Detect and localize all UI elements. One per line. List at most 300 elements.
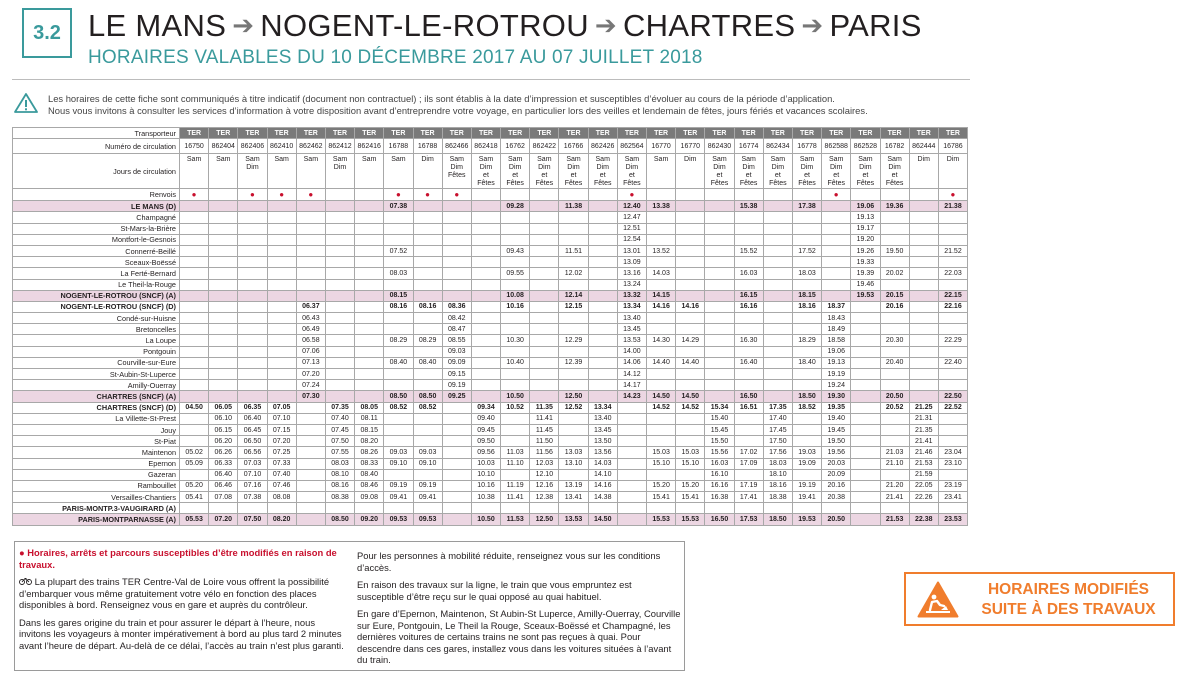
departure-time bbox=[530, 268, 559, 279]
departure-time bbox=[705, 357, 734, 368]
carrier-cell: TER bbox=[501, 128, 530, 139]
departure-time: 12.50 bbox=[559, 391, 588, 402]
departure-time: 08.40 bbox=[355, 469, 384, 480]
departure-time bbox=[442, 402, 471, 413]
departure-time bbox=[530, 301, 559, 312]
route-title bbox=[88, 8, 922, 44]
departure-time bbox=[296, 268, 325, 279]
departure-time: 10.40 bbox=[501, 357, 530, 368]
departure-time bbox=[909, 268, 938, 279]
operating-days: Sam Dim et Fêtes bbox=[530, 154, 559, 189]
departure-time bbox=[209, 223, 238, 234]
departure-time: 19.24 bbox=[822, 380, 851, 391]
departure-time: 18.03 bbox=[763, 458, 792, 469]
departure-time bbox=[267, 223, 296, 234]
disclaimer-notice bbox=[48, 93, 978, 117]
departure-time bbox=[238, 279, 267, 290]
departure-time: 20.30 bbox=[880, 335, 909, 346]
departure-time: 21.10 bbox=[880, 458, 909, 469]
departure-time: 16.51 bbox=[734, 402, 763, 413]
stop-row bbox=[13, 402, 968, 413]
departure-time bbox=[734, 223, 763, 234]
departure-time: 06.46 bbox=[209, 480, 238, 491]
departure-time bbox=[325, 369, 354, 380]
departure-time: 17.40 bbox=[763, 413, 792, 424]
departure-time bbox=[442, 234, 471, 245]
bicycle-icon bbox=[19, 576, 32, 587]
departure-time bbox=[617, 458, 646, 469]
note-dot-icon: ● bbox=[425, 189, 431, 199]
note-dot-icon: ● bbox=[250, 189, 255, 199]
departure-time bbox=[442, 257, 471, 268]
departure-time bbox=[530, 257, 559, 268]
departure-time: 19.26 bbox=[851, 245, 880, 256]
departure-time bbox=[851, 346, 880, 357]
departure-time: 09.03 bbox=[413, 447, 442, 458]
departure-time: 09.25 bbox=[442, 391, 471, 402]
departure-time bbox=[238, 290, 267, 301]
departure-time bbox=[588, 369, 617, 380]
departure-time bbox=[180, 380, 209, 391]
arrow-icon: ➔ bbox=[594, 10, 617, 40]
departure-time: 15.20 bbox=[676, 480, 705, 491]
departure-time: 21.35 bbox=[909, 424, 938, 435]
departure-time bbox=[559, 324, 588, 335]
departure-time: 06.43 bbox=[296, 313, 325, 324]
departure-time bbox=[209, 234, 238, 245]
departure-time bbox=[325, 335, 354, 346]
stop-name: CHARTRES (SNCF) (D) bbox=[13, 402, 180, 413]
departure-time bbox=[413, 503, 442, 514]
departure-time: 07.38 bbox=[384, 201, 413, 212]
departure-time bbox=[325, 346, 354, 357]
departure-time bbox=[559, 413, 588, 424]
departure-time: 12.03 bbox=[530, 458, 559, 469]
roadworks-icon bbox=[917, 581, 959, 623]
departure-time bbox=[413, 245, 442, 256]
departure-time: 11.51 bbox=[559, 245, 588, 256]
departure-time: 04.50 bbox=[180, 402, 209, 413]
departure-time: 15.03 bbox=[647, 447, 676, 458]
departure-time: 22.16 bbox=[938, 301, 967, 312]
departure-time: 08.08 bbox=[267, 492, 296, 503]
departure-time bbox=[763, 223, 792, 234]
departure-time bbox=[180, 413, 209, 424]
departure-time bbox=[851, 436, 880, 447]
departure-time bbox=[355, 290, 384, 301]
stop-name: LE MANS (D) bbox=[13, 201, 180, 212]
departure-time: 11.56 bbox=[530, 447, 559, 458]
departure-time: 13.01 bbox=[617, 245, 646, 256]
stop-row bbox=[13, 290, 968, 301]
short-platform-footnote: En gare d’Epernon, Maintenon, St Aubin-St Luperce, Amilly-Ouerray, Courville sur Eure, Pontgouin, Le Theil la Rouge, Sceaux-Boëssé et Champagné, les dernières voitures de certains trains ne sont pas reçues à quai. Pour descendre dans ces gares, installez vous dans les voitures situées à l’avant du train. bbox=[357, 608, 681, 665]
note-cell bbox=[617, 189, 646, 201]
departure-time: 09.41 bbox=[413, 492, 442, 503]
departure-time: 19.35 bbox=[822, 402, 851, 413]
departure-time bbox=[880, 324, 909, 335]
departure-time bbox=[617, 514, 646, 525]
departure-time bbox=[442, 503, 471, 514]
departure-time bbox=[296, 279, 325, 290]
departure-time bbox=[238, 380, 267, 391]
departure-time bbox=[180, 313, 209, 324]
departure-time bbox=[296, 424, 325, 435]
departure-time: 07.10 bbox=[238, 469, 267, 480]
footnotes-col-2 bbox=[357, 550, 681, 672]
departure-time bbox=[676, 268, 705, 279]
departure-time bbox=[880, 346, 909, 357]
departure-time bbox=[938, 413, 967, 424]
stop-row bbox=[13, 346, 968, 357]
departure-time bbox=[705, 212, 734, 223]
departure-time bbox=[530, 335, 559, 346]
departure-time bbox=[676, 380, 705, 391]
departure-time bbox=[180, 279, 209, 290]
departure-time bbox=[209, 245, 238, 256]
note-dot-icon: ● bbox=[308, 189, 314, 199]
departure-time bbox=[530, 503, 559, 514]
departure-time bbox=[676, 436, 705, 447]
stop-name: St-Mars-la-Brière bbox=[13, 223, 180, 234]
departure-time bbox=[530, 391, 559, 402]
timetable bbox=[12, 127, 968, 526]
operating-days: Dim bbox=[676, 154, 705, 189]
departure-time: 07.52 bbox=[384, 245, 413, 256]
departure-time: 13.16 bbox=[617, 268, 646, 279]
departure-time: 09.43 bbox=[501, 245, 530, 256]
departure-time bbox=[267, 257, 296, 268]
operating-days: Sam Dim et Fêtes bbox=[792, 154, 821, 189]
note-cell bbox=[384, 189, 413, 201]
departure-time bbox=[267, 335, 296, 346]
departure-time bbox=[880, 212, 909, 223]
departure-time bbox=[559, 436, 588, 447]
departure-time: 18.38 bbox=[763, 492, 792, 503]
departure-time bbox=[267, 268, 296, 279]
departure-time bbox=[909, 391, 938, 402]
stop-row bbox=[13, 380, 968, 391]
departure-time bbox=[676, 223, 705, 234]
train-number: 16788 bbox=[384, 139, 413, 154]
departure-time: 12.29 bbox=[559, 335, 588, 346]
departure-time: 12.02 bbox=[559, 268, 588, 279]
carrier-cell: TER bbox=[647, 128, 676, 139]
departure-time bbox=[209, 391, 238, 402]
departure-time: 13.38 bbox=[647, 201, 676, 212]
departure-time bbox=[501, 380, 530, 391]
departure-time: 20.09 bbox=[822, 469, 851, 480]
departure-time bbox=[647, 369, 676, 380]
carrier-cell: TER bbox=[384, 128, 413, 139]
departure-time: 22.50 bbox=[938, 391, 967, 402]
departure-time: 10.52 bbox=[501, 402, 530, 413]
departure-time bbox=[909, 346, 938, 357]
departure-time bbox=[938, 380, 967, 391]
departure-time bbox=[530, 212, 559, 223]
departure-time bbox=[442, 424, 471, 435]
departure-time bbox=[851, 324, 880, 335]
departure-time bbox=[296, 503, 325, 514]
departure-time: 22.29 bbox=[938, 335, 967, 346]
departure-time: 16.40 bbox=[734, 357, 763, 368]
departure-time bbox=[676, 290, 705, 301]
departure-time: 09.09 bbox=[442, 357, 471, 368]
departure-time bbox=[559, 503, 588, 514]
departure-time bbox=[792, 234, 821, 245]
train-number: 862588 bbox=[822, 139, 851, 154]
departure-time: 12.15 bbox=[559, 301, 588, 312]
departure-time: 22.52 bbox=[938, 402, 967, 413]
departure-time bbox=[647, 234, 676, 245]
departure-time: 15.56 bbox=[705, 447, 734, 458]
departure-time bbox=[501, 469, 530, 480]
stop-name: Condé-sur-Huisne bbox=[13, 313, 180, 324]
departure-time: 10.38 bbox=[471, 492, 500, 503]
departure-time: 07.50 bbox=[238, 514, 267, 525]
departure-time bbox=[325, 201, 354, 212]
departure-time bbox=[763, 380, 792, 391]
departure-time bbox=[501, 324, 530, 335]
departure-time bbox=[471, 301, 500, 312]
departure-time: 14.03 bbox=[588, 458, 617, 469]
departure-time: 19.19 bbox=[822, 369, 851, 380]
departure-time bbox=[325, 357, 354, 368]
carrier-cell: TER bbox=[792, 128, 821, 139]
departure-time: 09.08 bbox=[355, 492, 384, 503]
departure-time bbox=[471, 257, 500, 268]
operating-days: Sam Dim et Fêtes bbox=[559, 154, 588, 189]
departure-time bbox=[325, 268, 354, 279]
departure-time bbox=[734, 324, 763, 335]
departure-time bbox=[909, 503, 938, 514]
departure-time bbox=[501, 212, 530, 223]
departure-time: 14.30 bbox=[647, 335, 676, 346]
departure-time: 11.45 bbox=[530, 424, 559, 435]
note-cell bbox=[880, 189, 909, 201]
departure-time bbox=[442, 212, 471, 223]
departure-time bbox=[267, 245, 296, 256]
departure-time bbox=[471, 279, 500, 290]
stop-name: NOGENT-LE-ROTROU (SNCF) (A) bbox=[13, 290, 180, 301]
note-dot-icon: ● bbox=[833, 189, 839, 199]
departure-time: 21.03 bbox=[880, 447, 909, 458]
note-cell bbox=[325, 189, 354, 201]
departure-time: 23.41 bbox=[938, 492, 967, 503]
departure-time: 10.03 bbox=[471, 458, 500, 469]
departure-time bbox=[705, 223, 734, 234]
note-cell bbox=[530, 189, 559, 201]
departure-time bbox=[880, 380, 909, 391]
departure-time bbox=[880, 313, 909, 324]
stop-name: PARIS-MONTP.3-VAUGIRARD (A) bbox=[13, 503, 180, 514]
operating-days: Sam bbox=[647, 154, 676, 189]
note-cell bbox=[647, 189, 676, 201]
operating-days: Sam Dim Fêtes bbox=[442, 154, 471, 189]
departure-time bbox=[442, 514, 471, 525]
departure-time bbox=[676, 245, 705, 256]
departure-time: 21.53 bbox=[880, 514, 909, 525]
departure-time bbox=[413, 201, 442, 212]
departure-time: 22.38 bbox=[909, 514, 938, 525]
stop-row bbox=[13, 514, 968, 525]
arrow-icon: ➔ bbox=[801, 10, 824, 40]
departure-time bbox=[647, 424, 676, 435]
departure-time bbox=[209, 503, 238, 514]
departure-time bbox=[647, 223, 676, 234]
departure-time bbox=[588, 335, 617, 346]
departure-time bbox=[530, 290, 559, 301]
departure-time: 08.05 bbox=[355, 402, 384, 413]
departure-time bbox=[180, 201, 209, 212]
departure-time bbox=[471, 223, 500, 234]
departure-time bbox=[530, 279, 559, 290]
departure-time bbox=[588, 313, 617, 324]
departure-time bbox=[413, 346, 442, 357]
departure-time: 19.46 bbox=[851, 279, 880, 290]
carrier-row bbox=[13, 128, 968, 139]
departure-time: 07.40 bbox=[325, 413, 354, 424]
departure-time: 14.40 bbox=[647, 357, 676, 368]
departure-time bbox=[355, 257, 384, 268]
departure-time: 06.49 bbox=[296, 324, 325, 335]
divider bbox=[12, 79, 970, 80]
departure-time bbox=[763, 279, 792, 290]
departure-time bbox=[705, 324, 734, 335]
stop-name: Sceaux-Boëssé bbox=[13, 257, 180, 268]
departure-time bbox=[325, 223, 354, 234]
departure-time: 13.52 bbox=[647, 245, 676, 256]
carrier-cell: TER bbox=[238, 128, 267, 139]
departure-time: 15.20 bbox=[647, 480, 676, 491]
departure-time bbox=[588, 503, 617, 514]
departure-time bbox=[880, 503, 909, 514]
departure-time bbox=[442, 245, 471, 256]
train-number: 16778 bbox=[792, 139, 821, 154]
stop-name: Epernon bbox=[13, 458, 180, 469]
departure-time bbox=[705, 290, 734, 301]
departure-time bbox=[442, 201, 471, 212]
departure-time: 09.50 bbox=[471, 436, 500, 447]
departure-time bbox=[355, 503, 384, 514]
departure-time bbox=[763, 357, 792, 368]
train-number: 862410 bbox=[267, 139, 296, 154]
departure-time: 08.33 bbox=[355, 458, 384, 469]
departure-time bbox=[209, 324, 238, 335]
departure-time bbox=[296, 458, 325, 469]
departure-time: 21.46 bbox=[909, 447, 938, 458]
note-cell bbox=[209, 189, 238, 201]
operating-days: Sam Dim et Fêtes bbox=[617, 154, 646, 189]
departure-time bbox=[180, 469, 209, 480]
departure-time bbox=[559, 380, 588, 391]
departure-time: 12.14 bbox=[559, 290, 588, 301]
departure-time: 11.03 bbox=[501, 447, 530, 458]
departure-time bbox=[209, 346, 238, 357]
departure-time: 12.40 bbox=[617, 201, 646, 212]
departure-time bbox=[267, 234, 296, 245]
departure-time: 09.53 bbox=[384, 514, 413, 525]
departure-time bbox=[588, 201, 617, 212]
departure-time bbox=[501, 424, 530, 435]
carrier-cell: TER bbox=[938, 128, 967, 139]
departure-time: 06.33 bbox=[209, 458, 238, 469]
departure-time: 18.37 bbox=[822, 301, 851, 312]
departure-time bbox=[559, 346, 588, 357]
departure-time: 14.29 bbox=[676, 335, 705, 346]
departure-time: 07.15 bbox=[267, 424, 296, 435]
stop-name: Courville-sur-Eure bbox=[13, 357, 180, 368]
operating-days-label: Jours de circulation bbox=[13, 154, 180, 189]
departure-time bbox=[938, 469, 967, 480]
departure-time bbox=[238, 357, 267, 368]
departure-time: 08.03 bbox=[325, 458, 354, 469]
departure-time bbox=[267, 380, 296, 391]
departure-time bbox=[384, 257, 413, 268]
departure-time bbox=[851, 391, 880, 402]
departure-time bbox=[734, 469, 763, 480]
departure-time bbox=[501, 346, 530, 357]
departure-time: 15.45 bbox=[705, 424, 734, 435]
departure-time bbox=[325, 313, 354, 324]
departure-time: 07.16 bbox=[238, 480, 267, 491]
departure-time: 15.52 bbox=[734, 245, 763, 256]
departure-time: 20.40 bbox=[880, 357, 909, 368]
departure-time: 19.45 bbox=[822, 424, 851, 435]
departure-time bbox=[705, 234, 734, 245]
departure-time: 14.50 bbox=[676, 391, 705, 402]
departure-time bbox=[501, 369, 530, 380]
stop-row bbox=[13, 335, 968, 346]
stop-name: La Ferté-Bernard bbox=[13, 268, 180, 279]
stop-name: NOGENT-LE-ROTROU (SNCF) (D) bbox=[13, 301, 180, 312]
departure-time bbox=[413, 234, 442, 245]
train-number: 862444 bbox=[909, 139, 938, 154]
departure-time bbox=[617, 413, 646, 424]
departure-time bbox=[238, 201, 267, 212]
departure-time bbox=[238, 346, 267, 357]
departure-time bbox=[617, 447, 646, 458]
departure-time bbox=[180, 335, 209, 346]
train-number: 16788 bbox=[413, 139, 442, 154]
departure-time bbox=[851, 514, 880, 525]
departure-time: 16.03 bbox=[705, 458, 734, 469]
departure-time bbox=[734, 424, 763, 435]
departure-time: 14.16 bbox=[588, 480, 617, 491]
departure-time: 21.25 bbox=[909, 402, 938, 413]
departure-time bbox=[325, 301, 354, 312]
departure-time: 18.43 bbox=[822, 313, 851, 324]
departure-time bbox=[822, 201, 851, 212]
departure-time: 17.53 bbox=[734, 514, 763, 525]
train-number: 862430 bbox=[705, 139, 734, 154]
departure-time: 19.13 bbox=[822, 357, 851, 368]
departure-time: 13.32 bbox=[617, 290, 646, 301]
stop-name: St-Piat bbox=[13, 436, 180, 447]
departure-time bbox=[617, 492, 646, 503]
departure-time bbox=[384, 380, 413, 391]
departure-time: 21.31 bbox=[909, 413, 938, 424]
departure-time bbox=[384, 413, 413, 424]
departure-time bbox=[413, 413, 442, 424]
departure-time bbox=[909, 201, 938, 212]
stop-name: CHARTRES (SNCF) (A) bbox=[13, 391, 180, 402]
train-number: 862466 bbox=[442, 139, 471, 154]
train-number: 862422 bbox=[530, 139, 559, 154]
stop-name: Champagné bbox=[13, 212, 180, 223]
departure-time bbox=[413, 257, 442, 268]
departure-time: 19.13 bbox=[851, 212, 880, 223]
stop-row bbox=[13, 234, 968, 245]
